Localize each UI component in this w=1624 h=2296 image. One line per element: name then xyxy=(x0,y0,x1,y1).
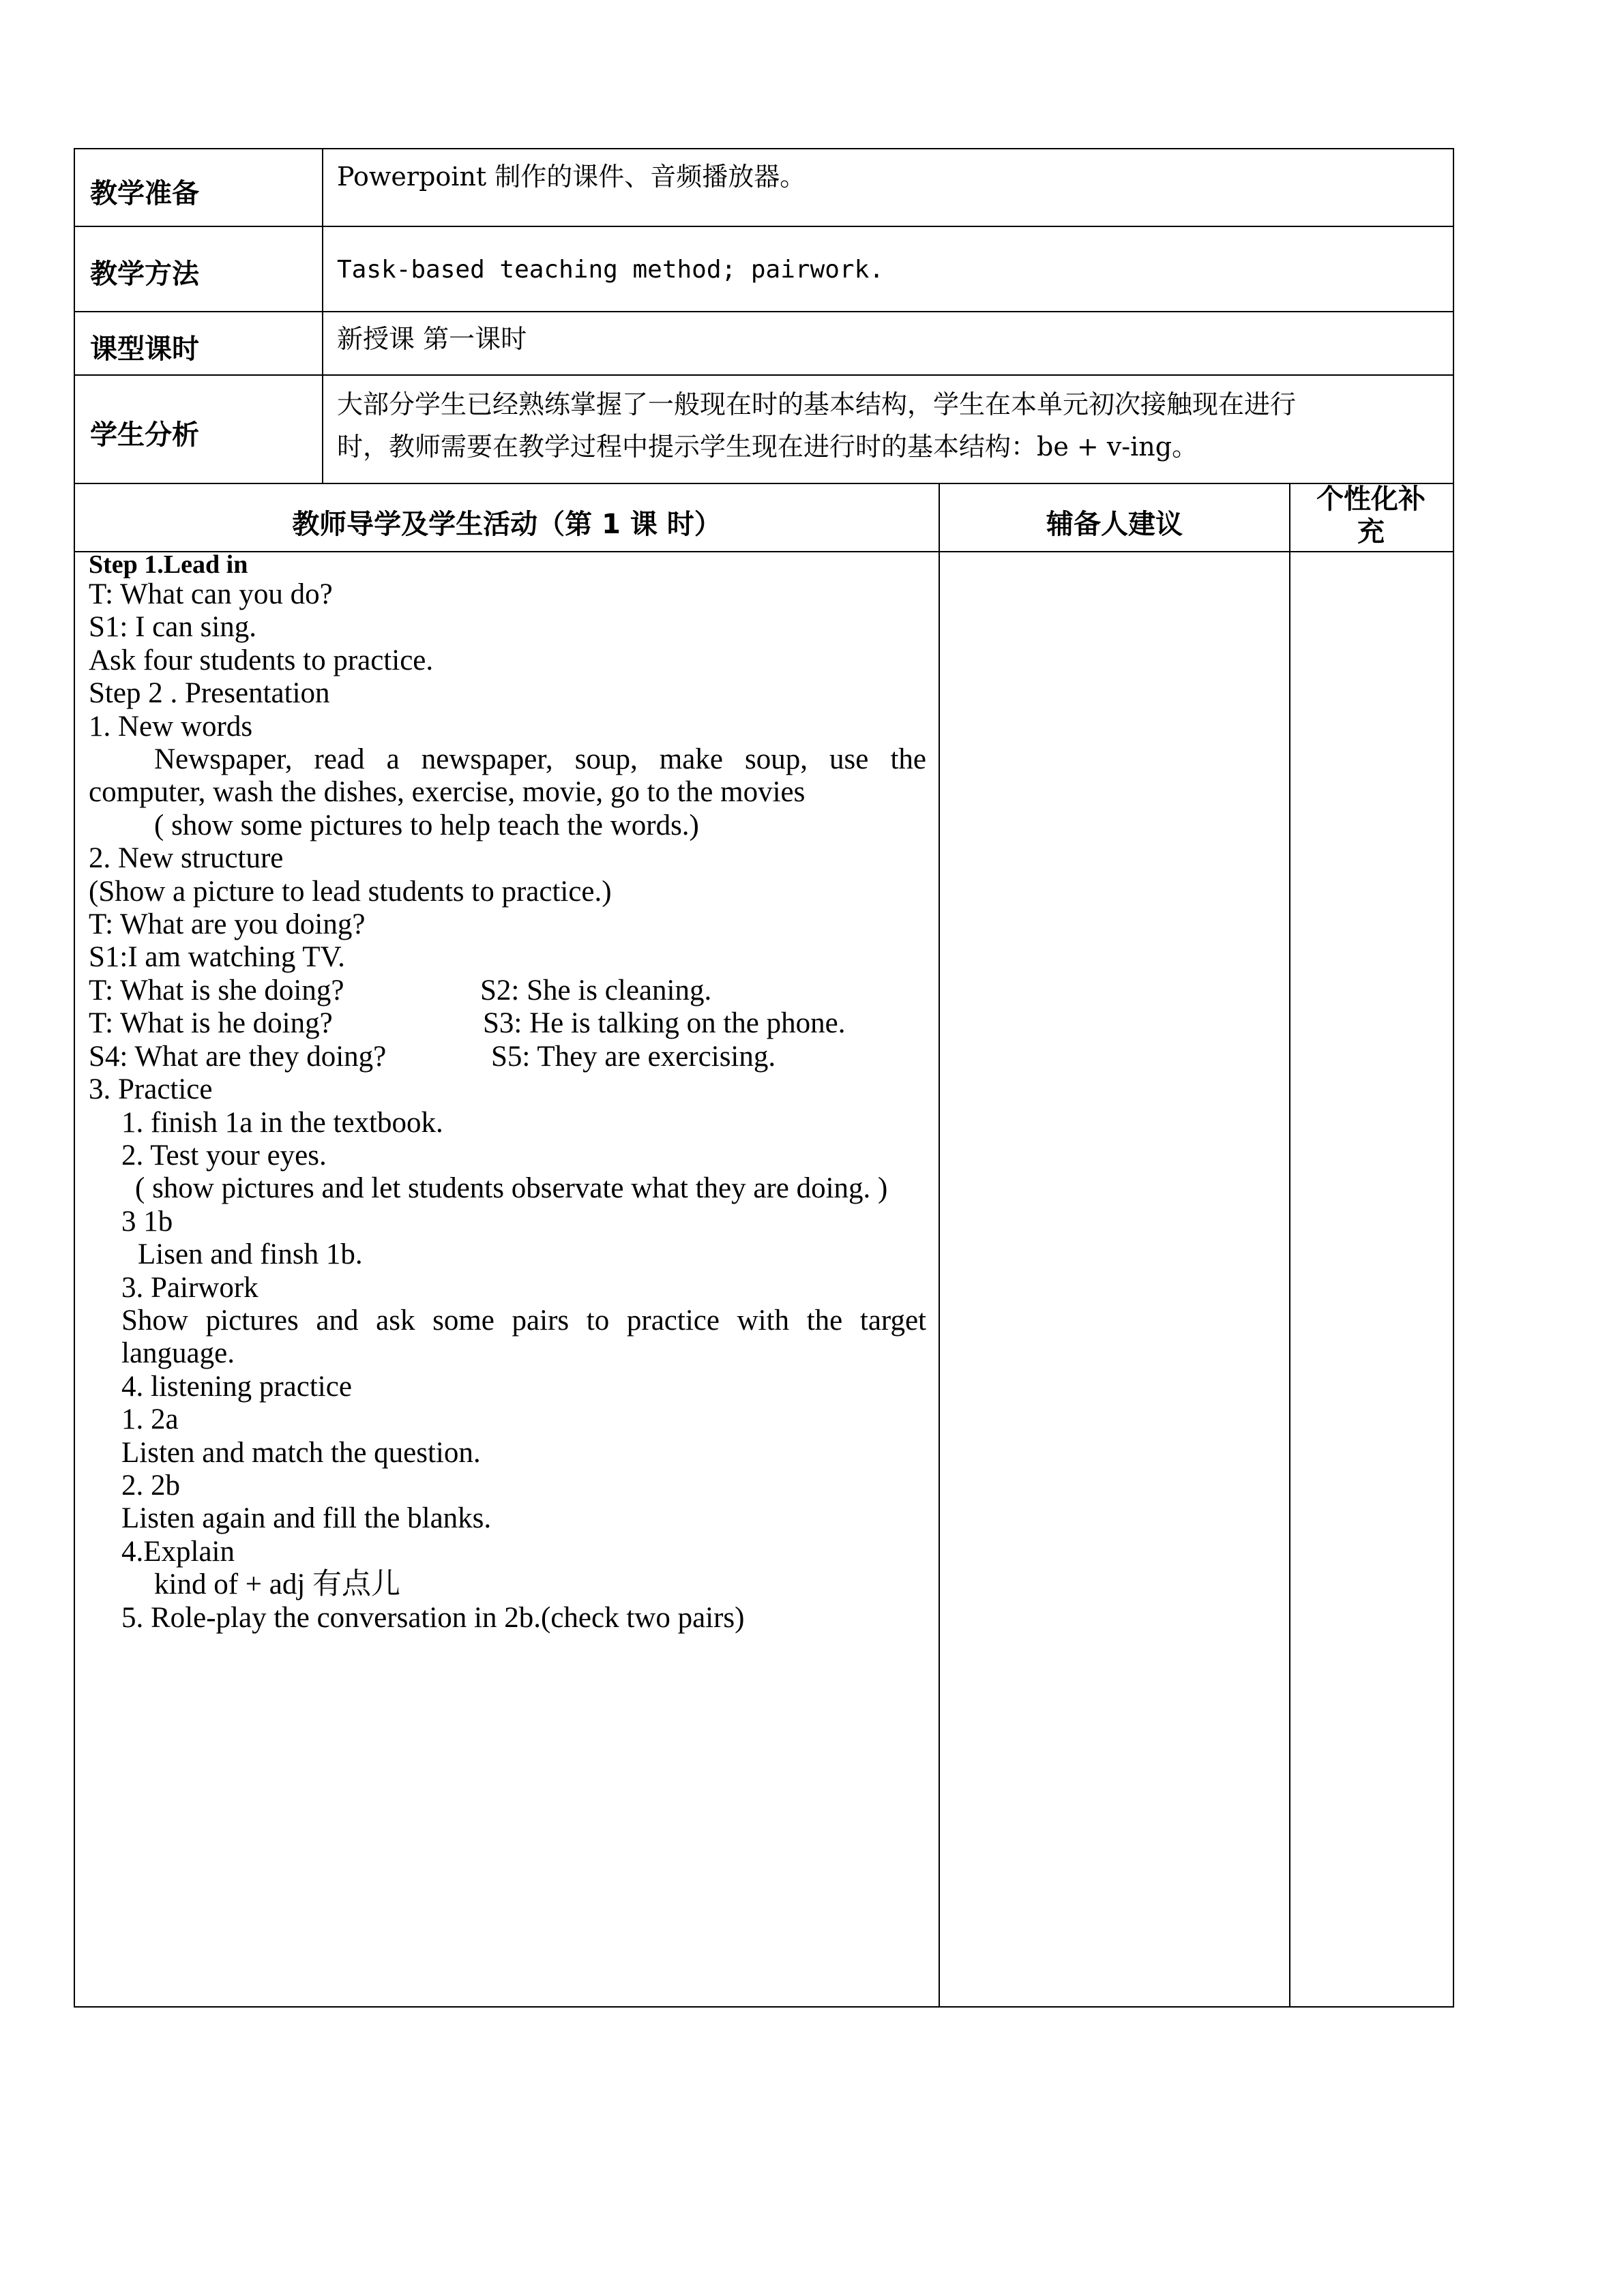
table-border-top xyxy=(74,148,1454,149)
listening-item: 2. 2b xyxy=(121,1469,180,1502)
practice-item: 2. Test your eyes. xyxy=(121,1139,327,1172)
practice-title: 3. Practice xyxy=(89,1073,213,1106)
activity-header: 教师导学及学生活动（第 1 课 时） xyxy=(292,509,722,540)
listening-note: Listen again and fill the blanks. xyxy=(121,1502,492,1535)
new-words-note: ( show some pictures to help teach the words.) xyxy=(154,809,699,841)
dialogue-line: S1: I can sing. xyxy=(89,611,257,644)
assist-header: 辅备人建议 xyxy=(1046,509,1183,540)
assist-column-divider xyxy=(1289,483,1290,2008)
explain-title: 4.Explain xyxy=(121,1535,235,1568)
prep-label: 教学准备 xyxy=(90,178,199,209)
table-border-right xyxy=(1453,148,1454,2008)
table-rule xyxy=(74,311,1454,312)
dialogue-line: T: What can you do? xyxy=(89,578,333,610)
activity-content xyxy=(89,551,926,1635)
new-structure-note: (Show a picture to lead students to practice.) xyxy=(89,875,612,908)
dialogue-answer: S2: She is cleaning. xyxy=(480,974,712,1007)
method-label: 教学方法 xyxy=(90,258,199,290)
listening-note: Listen and match the question. xyxy=(121,1436,481,1469)
personal-header: 个性化补充 xyxy=(1316,483,1426,548)
listening-title: 4. listening practice xyxy=(121,1370,352,1403)
role-play-line: 5. Role-play the conversation in 2b.(check two pairs) xyxy=(121,1601,745,1634)
dialogue-line: S1:I am watching TV. xyxy=(89,941,345,974)
instruction-line: Ask four students to practice. xyxy=(89,644,434,676)
lesson-type-value: 新授课 第一课时 xyxy=(337,324,527,354)
table-border-bottom xyxy=(74,2006,1454,2008)
table-border-left xyxy=(74,148,75,2008)
explain-note: kind of + adj 有点儿 xyxy=(154,1568,401,1601)
dialogue-line: T: What are you doing? xyxy=(89,908,366,941)
student-analysis-line1: 大部分学生已经熟练掌握了一般现在时的基本结构，学生在本单元初次接触现在进行 xyxy=(337,389,1297,419)
dialogue-answer: S5: They are exercising. xyxy=(491,1040,776,1073)
dialogue-question: T: What is he doing? xyxy=(89,1007,333,1040)
dialogue-row xyxy=(89,1041,926,1073)
practice-note: Lisen and finsh 1b. xyxy=(138,1238,363,1271)
new-structure-title: 2. New structure xyxy=(89,842,284,875)
activity-column-divider xyxy=(939,483,940,2008)
table-rule xyxy=(74,226,1454,227)
pairwork-paragraph: Show pictures and ask some pairs to practice with the target language. xyxy=(121,1304,926,1370)
dialogue-row xyxy=(89,1007,926,1040)
dialogue-row xyxy=(89,974,926,1007)
dialogue-answer: S3: He is talking on the phone. xyxy=(483,1007,846,1040)
practice-item: 3 1b xyxy=(121,1205,173,1238)
practice-item: 1. finish 1a in the textbook. xyxy=(121,1106,443,1139)
new-words-paragraph: Newspaper, read a newspaper, soup, make soup, use the computer, wash the dishes, exercise, movie, go to the movies xyxy=(89,743,926,809)
student-analysis-label: 学生分析 xyxy=(90,419,199,451)
pairwork-title: 3. Pairwork xyxy=(121,1271,259,1304)
dialogue-question: S4: What are they doing? xyxy=(89,1040,387,1073)
step2-title: Step 2 . Presentation xyxy=(89,677,330,710)
listening-item: 1. 2a xyxy=(121,1403,179,1436)
table-rule xyxy=(74,483,1454,484)
method-value: Task-based teaching method; pairwork. xyxy=(337,256,884,284)
table-rule xyxy=(74,374,1454,376)
prep-value: Powerpoint 制作的课件、音频播放器。 xyxy=(337,162,806,192)
label-column-divider xyxy=(322,148,323,484)
student-analysis-line2: 时，教师需要在教学过程中提示学生现在进行时的基本结构：be + v-ing。 xyxy=(337,432,1198,462)
new-words-title: 1. New words xyxy=(89,710,253,743)
dialogue-question: T: What is she doing? xyxy=(89,974,344,1007)
lesson-type-label: 课型课时 xyxy=(90,333,199,365)
step1-title: Step 1.Lead in xyxy=(89,550,248,579)
practice-paragraph: ( show pictures and let students observate what they are doing. ) xyxy=(135,1172,888,1205)
